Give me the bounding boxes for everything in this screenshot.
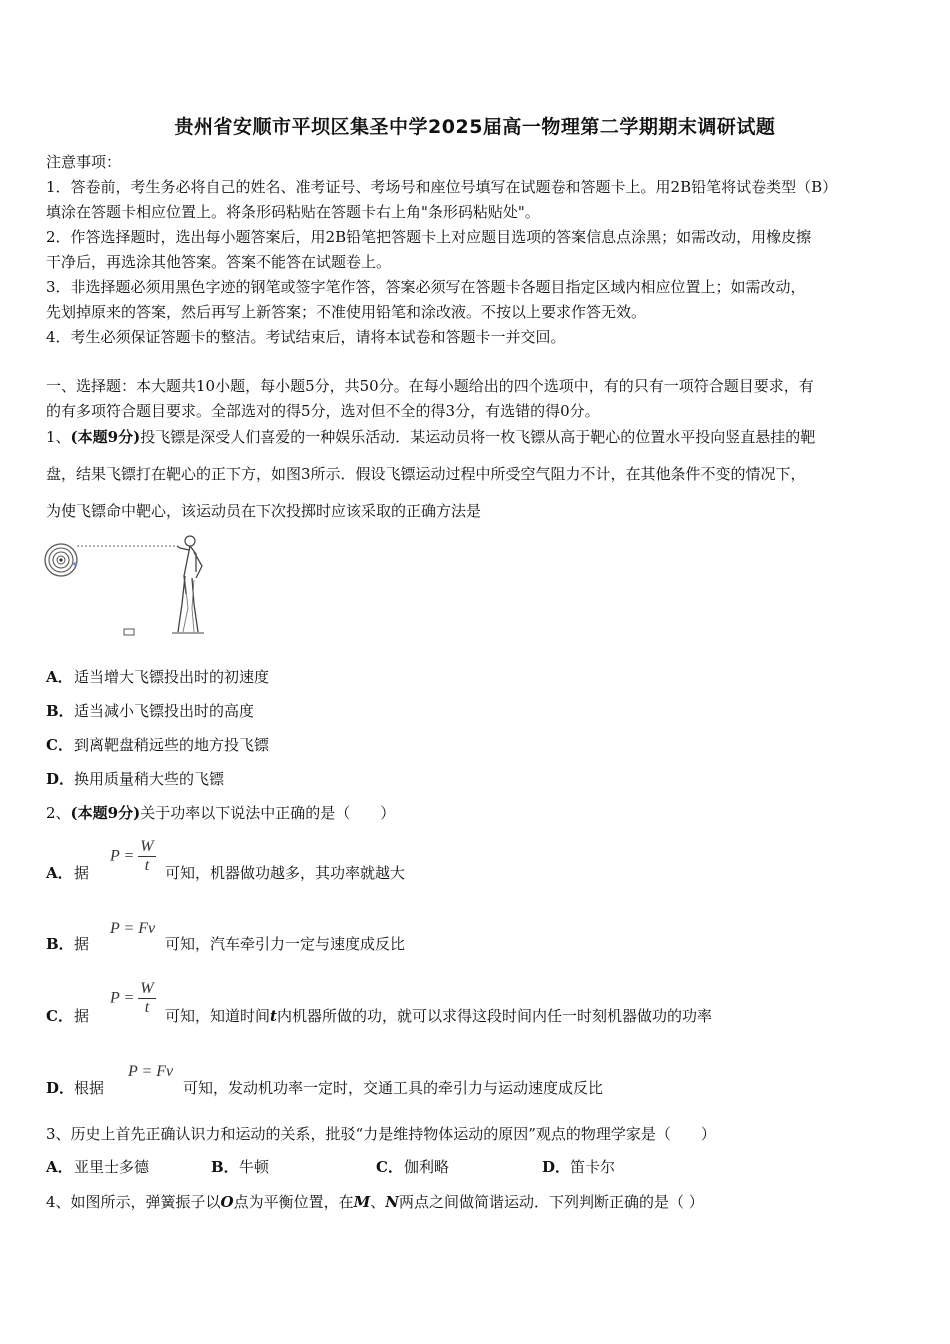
option-text: 适当增大飞镖投出时的初速度 [74, 668, 270, 686]
formula-denominator: t [144, 999, 150, 1016]
option-text-part: 内机器所做的功，就可以求得这段时间内任一时刻机器做功的功率 [276, 1007, 712, 1025]
option-label: A． [46, 864, 73, 882]
option-text-part: 可知，知道时间 [165, 1007, 271, 1025]
question-2-stem [46, 802, 912, 824]
option-label: C． [46, 736, 73, 754]
formula-numerator: W [140, 838, 154, 855]
question-1-stem-line: 为使飞镖命中靶心，该运动员在下次投掷时应该采取的正确方法是 [46, 502, 482, 520]
notice-item: 1．答卷前，考生务必将自己的姓名、准考证号、考场号和座位号填写在试题卷和答题卡上。用2B铅笔将试卷类型（B） [46, 178, 838, 196]
question-text: 关于功率以下说法中正确的是（ ） [140, 804, 396, 822]
option-label: B． [211, 1158, 239, 1176]
formula-denominator: t [144, 857, 150, 874]
notice-heading: 注意事项： [46, 153, 122, 171]
formula-lhs: P = [110, 847, 135, 865]
variable-o: O [220, 1193, 234, 1211]
option-lead: 据 [74, 1007, 90, 1025]
variable-n: N [385, 1193, 399, 1211]
option-a[interactable] [46, 666, 912, 688]
option-label: A． [46, 1158, 73, 1176]
option-lead: 根据 [74, 1079, 105, 1097]
question-3-stem: 3、历史上首先正确认识力和运动的关系，批驳“力是维持物体运动的原因”观点的物理学家是（ ） [46, 1125, 716, 1143]
option-text: 适当减小飞镖投出时的高度 [74, 702, 255, 720]
question-text: 4、如图所示，弹簧振子以 [46, 1193, 221, 1211]
question-text: 点为平衡位置，在 [233, 1193, 354, 1211]
option-text: 可知，机器做功越多，其功率就越大 [165, 864, 406, 882]
formula-numerator: W [140, 980, 154, 997]
question-number: 2、 [46, 804, 71, 822]
question-text: 投飞镖是深受人们喜爱的一种娱乐活动．某运动员将一枚飞镖从高于靶心的位置水平投向竖直悬挂的靶 [140, 428, 816, 446]
question-score-tag: (本题9分) [70, 428, 141, 446]
page-title: 贵州省安顺市平坝区集圣中学2025届高一物理第二学期期末调研试题 [174, 116, 776, 138]
question-text: 、 [370, 1193, 386, 1211]
option-text: 可知，汽车牵引力一定与速度成反比 [165, 935, 406, 953]
option-b[interactable] [46, 700, 912, 722]
option-d[interactable] [542, 1156, 702, 1178]
notice-item: 干净后，再选涂其他答案。答案不能答在试题卷上。 [46, 253, 392, 271]
question-1-stem [46, 426, 912, 448]
option-label: D． [46, 1079, 75, 1097]
question-number: 1、 [46, 428, 71, 446]
notice-item: 填涂在答题卡相应位置上。将条形码粘贴在答题卡右上角"条形码粘贴处"。 [46, 203, 540, 221]
option-a[interactable] [46, 1156, 206, 1178]
question-text: 两点之间做简谐运动．下列判断正确的是（ ） [398, 1193, 704, 1211]
option-c[interactable] [376, 1156, 536, 1178]
notice-item: 4．考生必须保证答题卡的整洁。考试结束后，请将本试卷和答题卡一并交回。 [46, 328, 566, 346]
option-label: C． [376, 1158, 403, 1176]
option-text: 牛顿 [239, 1158, 270, 1176]
option-label: A． [46, 668, 73, 686]
section-instructions: 一、选择题：本大题共10小题，每小题5分，共50分。在每小题给出的四个选项中，有的只有一项符合题目要求，有 [46, 377, 814, 395]
option-text: 伽利略 [404, 1158, 450, 1176]
variable-t: t [270, 1007, 277, 1025]
notice-item: 先划掉原来的答案，然后再写上新答案；不准使用铅笔和涂改液。不按以上要求作答无效。 [46, 303, 647, 321]
section-instructions: 的有多项符合题目要求。全部选对的得5分，选对但不全的得3分，有选错的得0分。 [46, 402, 600, 420]
option-text: 笛卡尔 [570, 1158, 616, 1176]
option-label: B． [46, 702, 74, 720]
formula-lhs: P = [110, 989, 135, 1007]
power-formula-w-over-t [110, 838, 156, 875]
option-label: B． [46, 935, 74, 953]
option-lead: 据 [74, 864, 90, 882]
dart-figure [44, 532, 214, 636]
question-score-tag: (本题9分) [70, 804, 141, 822]
option-text: 可知，发动机功率一定时，交通工具的牵引力与运动速度成反比 [183, 1079, 604, 1097]
option-text [165, 1005, 865, 1027]
power-formula-fv: P = Fv [128, 1063, 174, 1080]
option-label: D． [46, 770, 75, 788]
power-formula-w-over-t [110, 980, 156, 1017]
power-formula-fv: P = Fv [110, 920, 156, 937]
variable-m: M [353, 1193, 371, 1211]
option-text: 换用质量稍大些的飞镖 [74, 770, 225, 788]
option-b[interactable] [211, 1156, 371, 1178]
option-label: D． [542, 1158, 571, 1176]
notice-item: 3．非选择题必须用黑色字迹的钢笔或签字笔作答，答案必须写在答题卡各题目指定区域内相应位置上；如需改动， [46, 278, 806, 296]
option-c[interactable] [46, 734, 912, 756]
option-text: 到离靶盘稍远些的地方投飞镖 [74, 736, 270, 754]
option-d[interactable] [46, 768, 912, 790]
option-text: 亚里士多德 [74, 1158, 150, 1176]
option-lead: 据 [74, 935, 90, 953]
question-1-stem-line: 盘，结果飞镖打在靶心的正下方，如图3所示．假设飞镖运动过程中所受空气阻力不计，在其他条件不变的情况下， [46, 465, 806, 483]
notice-item: 2．作答选择题时，选出每小题答案后，用2B铅笔把答题卡上对应题目选项的答案信息点涂黑；如需改动，用橡皮擦 [46, 228, 812, 246]
option-label: C． [46, 1007, 73, 1025]
question-4-stem [46, 1191, 912, 1213]
